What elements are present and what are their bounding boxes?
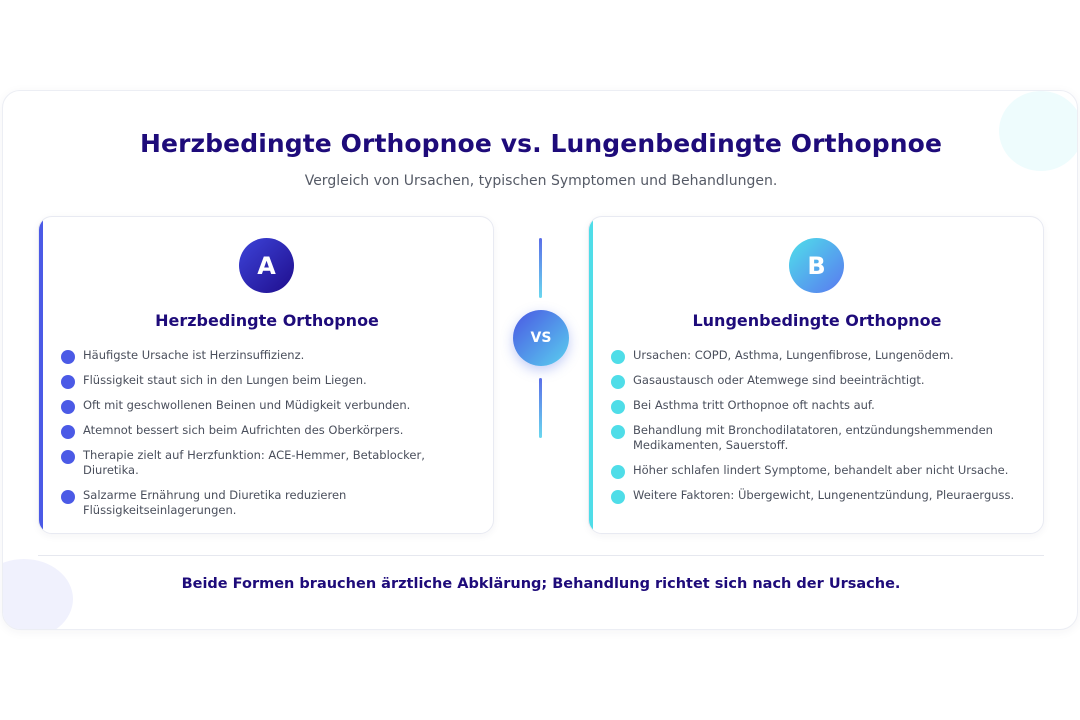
vs-connector-top [539, 238, 542, 298]
panel-pulmonary-orthopnea [588, 216, 1044, 534]
list-item-text: Therapie zielt auf Herzfunktion: ACE-Hemmer, Betablocker, Diuretika. [83, 448, 425, 477]
footer-note: Beide Formen brauchen ärztliche Abklärung; Behandlung richtet sich nach der Ursache. [181, 576, 901, 592]
panel-cardiac-orthopnea [38, 216, 494, 534]
vs-connector-bottom [539, 378, 542, 438]
list-item [611, 398, 1031, 413]
bullet-dot-icon [61, 450, 75, 464]
list-item-text: Salzarme Ernährung und Diuretika reduzieren Flüssigkeitseinlagerungen. [83, 488, 347, 517]
list-item [61, 398, 481, 413]
list-item [611, 463, 1031, 478]
panel-a-list [61, 348, 481, 528]
panel-b-title: Lungenbedingte Orthopnoe [692, 311, 942, 330]
panel-b-list [611, 348, 1031, 513]
list-item-text: Höher schlafen lindert Symptome, behandelt aber nicht Ursache. [633, 463, 1009, 477]
comparison-card [2, 90, 1078, 630]
panel-a-title: Herzbedingte Orthopnoe [155, 311, 379, 330]
bullet-dot-icon [611, 425, 625, 439]
bullet-dot-icon [611, 490, 625, 504]
list-item [61, 348, 481, 363]
list-item-text: Behandlung mit Bronchodilatatoren, entzündungshemmenden Medikamenten, Sauerstoff. [633, 423, 993, 452]
bullet-dot-icon [61, 400, 75, 414]
list-item-text: Weitere Faktoren: Übergewicht, Lungenentzündung, Pleuraerguss. [633, 488, 1015, 502]
footer-divider [38, 555, 1044, 556]
bullet-dot-icon [611, 400, 625, 414]
list-item [61, 373, 481, 388]
vs-badge: VS [513, 310, 569, 366]
decorative-circle-bottom-left [2, 559, 73, 630]
list-item-text: Ursachen: COPD, Asthma, Lungenfibrose, Lungenödem. [633, 348, 954, 362]
list-item-text: Oft mit geschwollenen Beinen und Müdigkeit verbunden. [83, 398, 411, 412]
list-item [61, 423, 481, 438]
list-item [611, 488, 1031, 503]
page-subtitle: Vergleich von Ursachen, typischen Symptomen und Behandlungen. [304, 173, 778, 189]
list-item-text: Gasaustausch oder Atemwege sind beeinträchtigt. [633, 373, 925, 387]
list-item-text: Bei Asthma tritt Orthopnoe oft nachts auf. [633, 398, 875, 412]
bullet-dot-icon [61, 375, 75, 389]
bullet-dot-icon [611, 465, 625, 479]
bullet-dot-icon [61, 490, 75, 504]
badge-b: B [789, 238, 844, 293]
bullet-dot-icon [611, 350, 625, 364]
bullet-dot-icon [611, 375, 625, 389]
bullet-dot-icon [61, 350, 75, 364]
list-item-text: Häufigste Ursache ist Herzinsuffizienz. [83, 348, 305, 362]
list-item [611, 423, 1031, 453]
list-item-text: Atemnot bessert sich beim Aufrichten des Oberkörpers. [83, 423, 404, 437]
bullet-dot-icon [61, 425, 75, 439]
list-item-text: Flüssigkeit staut sich in den Lungen beim Liegen. [83, 373, 367, 387]
page-title: Herzbedingte Orthopnoe vs. Lungenbedingte Orthopnoe [139, 129, 942, 158]
badge-a: A [239, 238, 294, 293]
list-item [61, 448, 481, 478]
list-item [611, 348, 1031, 363]
list-item [611, 373, 1031, 388]
list-item [61, 488, 481, 518]
